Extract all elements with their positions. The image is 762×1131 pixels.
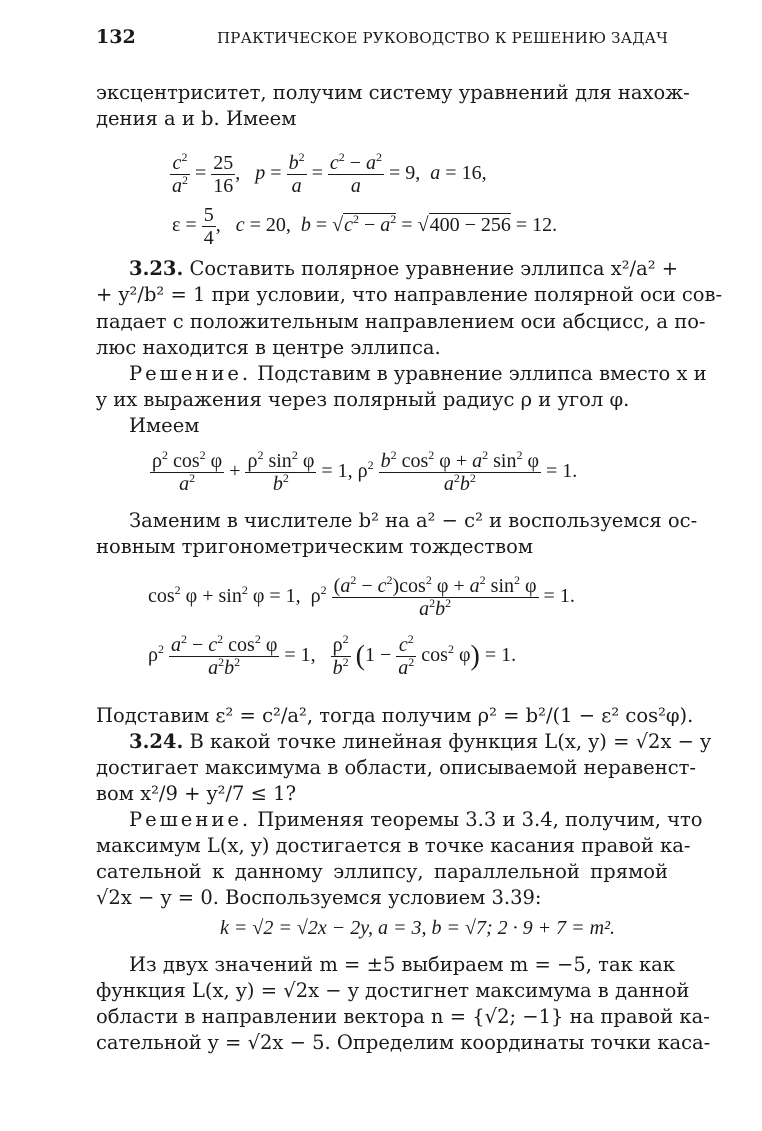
- solution-line: Решение. Подставим в уравнение эллипса вместо x и: [129, 362, 707, 385]
- text-line: функция L(x, y) = √2x − y достигнет максимума в данной: [96, 979, 690, 1002]
- running-title: ПРАКТИЧЕСКОЕ РУКОВОДСТВО К РЕШЕНИЮ ЗАДАЧ: [217, 29, 668, 47]
- polar-equation-1: $\frac{\rho^2 \cos^2 \varphi}{a^2}$ + $\frac{\rho^2 \sin^2 \varphi}{b^2}$ = 1, $\rho^2$ $\frac{b^2 \cos^2 \varphi + a^2 \sin^2 \varphi}{a^2b^2}$ = 1.: [152, 448, 578, 495]
- polar-equation-3: $\rho^2$ $\frac{a^2 - c^2 \cos^2 \varphi}{a^2b^2}$ = 1, $\frac{\rho^2}{b^2}$ (1 − $\frac{c^2}{a^2}$ $\cos^2 \varphi) = 1$.: [148, 632, 517, 679]
- text-line: сательной к данному эллипсу, параллельной прямой: [96, 860, 668, 883]
- polar-equation-2: $\cos^2 \varphi + \sin^2 \varphi = 1$, $\rho^2$ $\frac{(a^2 - c^2)\cos^2 \varphi + a^2 \sin^2 \varphi}{a^2b^2}$ = 1.: [148, 573, 575, 620]
- text-line: люс находится в центре эллипса.: [96, 336, 441, 359]
- page-number: 132: [96, 26, 136, 48]
- text-line: эксцентриситет, получим систему уравнений для нахож-: [96, 81, 690, 104]
- problem-number: 3.24.: [129, 730, 184, 753]
- text-line: Из двух значений m = ±5 выбираем m = −5, так как: [129, 953, 675, 976]
- equation-system-2: ε = $\frac{5}{4}$ , c = 20, $b = √c^2 - a^2 = √400 - 256 = 12$.: [172, 204, 558, 249]
- tangent-condition-equation: k = √2 = √2x − 2y, a = 3, b = √7; 2 · 9 + 7 = m².: [220, 917, 616, 939]
- text-line: дения a и b. Имеем: [96, 107, 297, 130]
- solution-line: Решение. Применяя теоремы 3.3 и 3.4, получим, что: [129, 808, 703, 831]
- text-line: вом x²/9 + y²/7 ≤ 1?: [96, 782, 297, 805]
- problem-3-24-line: 3.24. В какой точке линейная функция L(x, y) = √2x − y: [129, 730, 712, 753]
- text-line: Имеем: [129, 414, 200, 437]
- solution-label: Решение.: [129, 362, 252, 385]
- problem-3-23-line: 3.23. Составить полярное уравнение эллипса x²/a² +: [129, 257, 679, 280]
- text-line: √2x − y = 0. Воспользуемся условием 3.39:: [96, 886, 542, 909]
- text-line: сательной y = √2x − 5. Определим координаты точки каса-: [96, 1031, 711, 1054]
- text-line: y их выражения через полярный радиус ρ и угол φ.: [96, 388, 630, 411]
- solution-label: Решение.: [129, 808, 252, 831]
- text-line: Заменим в числителе b² на a² − c² и воспользуемся ос-: [129, 509, 698, 532]
- problem-number: 3.23.: [129, 257, 184, 280]
- text-line: максимум L(x, y) достигается в точке касания правой ка-: [96, 834, 691, 857]
- text-line: новным тригонометрическим тождеством: [96, 535, 534, 558]
- text-line: достигает максимума в области, описываемой неравенст-: [96, 756, 697, 779]
- text-line: падает с положительным направлением оси абсцисс, а по-: [96, 310, 706, 333]
- page-header: [96, 26, 668, 52]
- equation-system-1: $\frac{c^2}{a^2}$ = $\frac{25}{16}$ , p = $\frac{b^2}{a}$ = $\frac{c^2 - a^2}{a}$ = 9, a = 16,: [172, 150, 487, 197]
- text-line: + y²/b² = 1 при условии, что направление полярной оси сов-: [96, 283, 723, 306]
- text-line: области в направлении вектора n = {√2; −1} на правой ка-: [96, 1005, 710, 1028]
- text-line: Подставим ε² = c²/a², тогда получим ρ² = b²/(1 − ε² cos²φ).: [96, 704, 694, 727]
